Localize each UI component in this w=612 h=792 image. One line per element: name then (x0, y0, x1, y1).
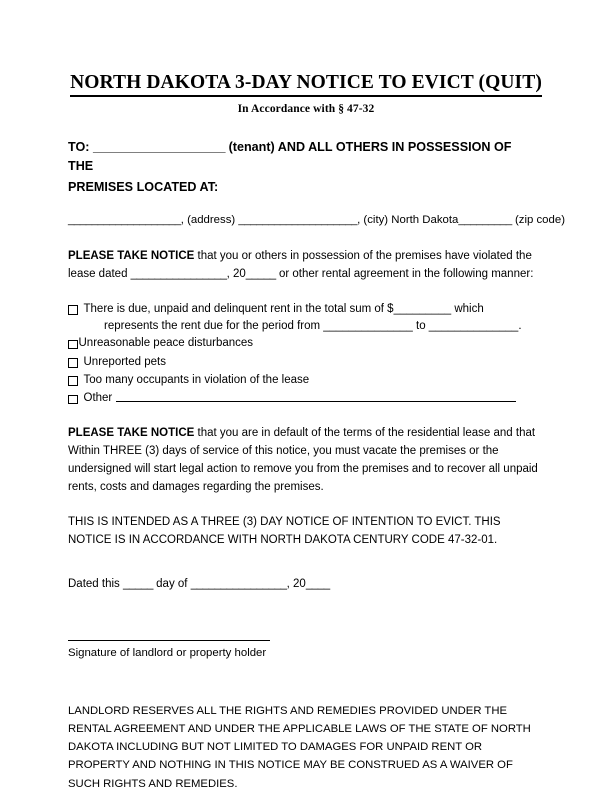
dated-line (68, 576, 538, 594)
document-header (0, 72, 612, 115)
violation-row-unpaid-rent[interactable] (68, 301, 538, 318)
notice-one-text-1: that you or others in possession of the premises have violated the lease dated (68, 250, 532, 281)
dated-year-blank[interactable]: ____ (305, 578, 330, 591)
lease-year-blank[interactable]: _____ (245, 268, 276, 281)
notice-paragraph-one (68, 248, 538, 284)
address-line (68, 212, 565, 230)
lease-date-blank[interactable]: ________________ (130, 268, 227, 281)
checkbox-icon[interactable] (68, 358, 78, 368)
notice-one-text-3: or other rental agreement in the following manner: (275, 268, 534, 281)
violation-label-unreported-pets: Unreported pets (83, 355, 166, 368)
city-state-label: , (city) North Dakota (357, 214, 459, 227)
violation-row-too-many-occupants[interactable] (68, 372, 538, 389)
other-label-text: Other (83, 392, 113, 405)
checkbox-icon[interactable] (68, 395, 78, 405)
violation-row-peace-disturbances[interactable] (68, 335, 538, 352)
zip-label: (zip code) (514, 214, 565, 227)
tenant-name-blank[interactable]: ____________________ (92, 140, 226, 154)
violation-label-unpaid-rent: There is due, unpaid and delinquent rent in the total sum of $_________ which (83, 302, 484, 315)
violation-continuation-unpaid-rent: represents the rent due for the period from ______________ to ______________. (104, 320, 522, 333)
document-title: NORTH DAKOTA 3-DAY NOTICE TO EVICT (QUIT) (70, 72, 542, 97)
signature-line[interactable] (68, 640, 270, 641)
city-blank[interactable]: ____________________ (238, 214, 358, 227)
signature-block (68, 640, 538, 663)
street-address-blank[interactable]: ___________________ (68, 214, 181, 227)
notice-two-lead: PLEASE TAKE NOTICE (68, 427, 195, 440)
address-label: , (address) (180, 214, 236, 227)
violation-row-other[interactable] (68, 390, 538, 407)
zip-blank[interactable]: _________ (458, 214, 512, 227)
checkbox-icon[interactable] (68, 376, 78, 386)
dated-suffix: , 20 (286, 578, 306, 591)
rights-reservation-paragraph: LANDLORD RESERVES ALL THE RIGHTS AND REMEDIES PROVIDED UNDER THE RENTAL AGREEMENT AND UNDER THE APPLICABLE LAWS OF THE STATE OF NORTH DAKOTA INCLUDING BUT NOT LIMITED TO DAMAGES FOR UNPAID RENT OR PROPERTY AND NOTHING IN THIS NOTICE MAY BE CONSTRUED AS A WAIVER OF SUCH RIGHTS AND REMEDIES. (68, 704, 531, 790)
notice-one-text-2: , 20 (226, 268, 246, 281)
document-subtitle: In Accordance with § 47-32 (237, 102, 375, 115)
notice-paragraph-two (68, 425, 538, 497)
dated-prefix: Dated this (68, 578, 123, 591)
to-label: TO: (68, 140, 90, 154)
notice-two-text: that you are in default of the terms of the residential lease and that Within THREE (3) days of service of this notice, you must vacate the premises or the undersigned will start legal action to remove you from the premises and to recover all unpaid rents, costs and damages regarding the premises. (68, 427, 538, 494)
violation-checkbox-list (68, 301, 538, 408)
dated-month-blank[interactable]: ________________ (190, 578, 287, 591)
notice-one-lead: PLEASE TAKE NOTICE (68, 250, 195, 263)
violation-label-peace-disturbances: Unreasonable peace disturbances (78, 337, 254, 350)
document-body (68, 138, 565, 792)
violation-row-unreported-pets[interactable] (68, 354, 538, 371)
other-write-in-blank[interactable] (116, 392, 516, 402)
recipient-line (68, 138, 538, 176)
dated-middle: day of (152, 578, 191, 591)
dated-day-blank[interactable]: _____ (122, 578, 153, 591)
checkbox-icon[interactable] (68, 305, 78, 315)
premises-located-line: PREMISES LOCATED AT: (68, 180, 219, 195)
signature-label: Signature of landlord or property holder (68, 646, 267, 659)
intent-statement: THIS IS INTENDED AS A THREE (3) DAY NOTICE OF INTENTION TO EVICT. THIS NOTICE IS IN ACCORDANCE WITH NORTH DAKOTA CENTURY CODE 47-32-01. (68, 516, 501, 547)
violation-label-too-many-occupants: Too many occupants in violation of the lease (83, 373, 310, 386)
recipient-line-rest: (tenant) AND ALL OTHERS IN POSSESSION OF THE (68, 140, 512, 174)
checkbox-icon[interactable] (68, 340, 78, 350)
violation-label-other (84, 390, 539, 407)
